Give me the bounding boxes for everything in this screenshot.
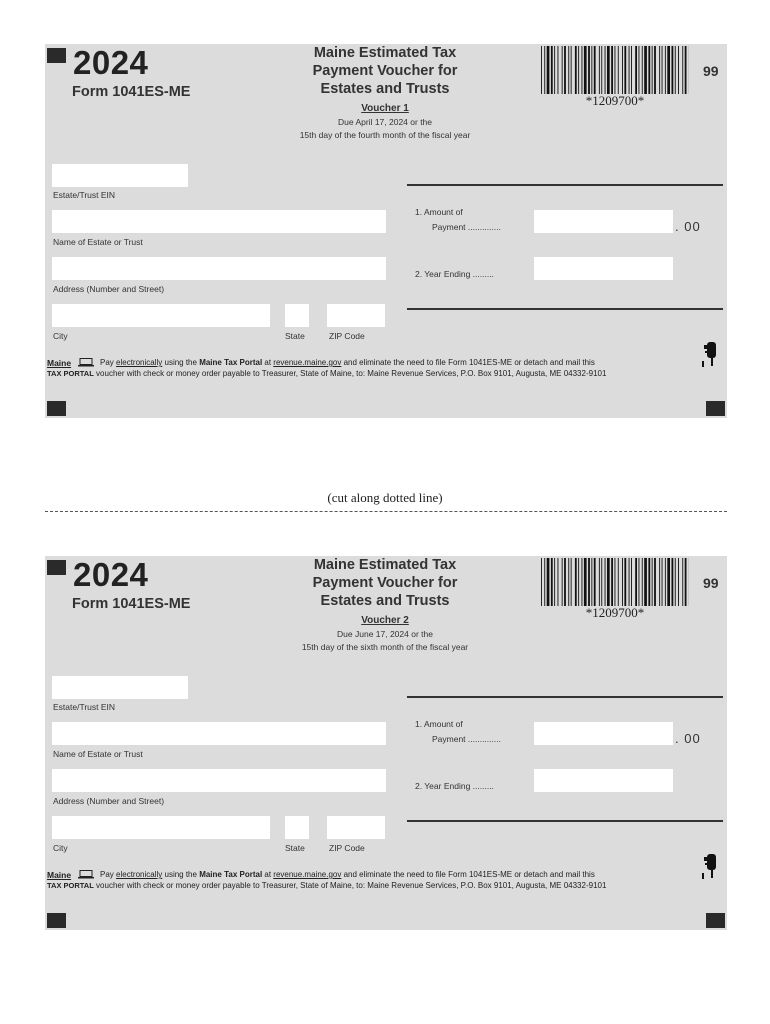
- form-code: 99: [703, 575, 719, 591]
- electronically-link[interactable]: electronically: [116, 358, 163, 367]
- name-field[interactable]: [52, 722, 386, 745]
- form-name: Form 1041ES-ME: [72, 84, 191, 100]
- form-code: 99: [703, 63, 719, 79]
- dotted-cut-line: [45, 511, 727, 512]
- registration-mark: [706, 401, 725, 416]
- payment-notice-line-1: Pay electronically using the Maine Tax Portal at revenue.maine.gov and eliminate the need to file Form 1041ES-ME or detach and mail this: [100, 358, 595, 367]
- signature-rule-bottom: [407, 820, 723, 822]
- form-name: Form 1041ES-ME: [72, 596, 191, 612]
- name-label: Name of Estate or Trust: [53, 237, 143, 247]
- city-label: City: [53, 331, 68, 341]
- address-field[interactable]: [52, 257, 386, 280]
- address-label: Address (Number and Street): [53, 796, 165, 806]
- amount-label: 1. Amount of Payment ..............: [415, 719, 501, 744]
- state-field[interactable]: [285, 816, 309, 839]
- signature-rule-top: [407, 696, 723, 698]
- payment-notice-line-1: Pay electronically using the Maine Tax Portal at revenue.maine.gov and eliminate the need to file Form 1041ES-ME or detach and mail this: [100, 870, 595, 879]
- revenue-maine-gov-link[interactable]: revenue.maine.gov: [273, 358, 342, 367]
- state-label: State: [285, 843, 305, 853]
- voucher-number: Voucher 1: [361, 103, 409, 114]
- city-label: City: [53, 843, 68, 853]
- registration-mark: [47, 913, 66, 928]
- maine-tax-portal-logo: Maine: [47, 870, 72, 880]
- amount-label: 1. Amount of Payment ..............: [415, 207, 501, 232]
- cut-instruction: (cut along dotted line): [327, 490, 443, 505]
- city-field[interactable]: [52, 304, 270, 327]
- registration-mark: [47, 560, 66, 575]
- signature-rule-top: [407, 184, 723, 186]
- ein-field[interactable]: [52, 676, 188, 699]
- voucher-2: [45, 556, 727, 930]
- state-label: State: [285, 331, 305, 341]
- amount-cents: . 00: [675, 731, 701, 746]
- barcode: [541, 46, 689, 94]
- registration-mark: [706, 913, 725, 928]
- registration-mark: [47, 48, 66, 63]
- due-date: Due June 17, 2024 or the 15th day of the sixth month of the fiscal year: [301, 629, 469, 652]
- name-label: Name of Estate or Trust: [53, 749, 143, 759]
- city-field[interactable]: [52, 816, 270, 839]
- laptop-icon: [78, 870, 94, 879]
- barcode-number: *1209700*: [585, 93, 645, 108]
- state-field[interactable]: [285, 304, 309, 327]
- revenue-maine-gov-link[interactable]: revenue.maine.gov: [273, 870, 342, 879]
- year-ending-label: 2. Year Ending .........: [415, 781, 494, 791]
- voucher-number: Voucher 2: [361, 615, 409, 626]
- laptop-icon: [78, 358, 94, 367]
- ein-label: Estate/Trust EIN: [53, 702, 116, 712]
- zip-label: ZIP Code: [329, 843, 365, 853]
- amount-field[interactable]: [534, 210, 673, 233]
- voucher-title: Maine Estimated Tax Payment Voucher for Estates and Trusts: [312, 45, 458, 97]
- barcode-number: *1209700*: [585, 605, 645, 620]
- maine-tax-portal-logo: Maine: [47, 358, 72, 368]
- name-field[interactable]: [52, 210, 386, 233]
- amount-cents: . 00: [675, 219, 701, 234]
- voucher-1: [45, 44, 727, 418]
- address-field[interactable]: [52, 769, 386, 792]
- zip-field[interactable]: [327, 816, 385, 839]
- due-date: Due April 17, 2024 or the 15th day of the fourth month of the fiscal year: [299, 117, 471, 140]
- zip-label: ZIP Code: [329, 331, 365, 341]
- signature-rule-bottom: [407, 308, 723, 310]
- address-label: Address (Number and Street): [53, 284, 165, 294]
- tax-year: 2024: [73, 556, 149, 593]
- registration-mark: [47, 401, 66, 416]
- year-ending-label: 2. Year Ending .........: [415, 269, 494, 279]
- zip-field[interactable]: [327, 304, 385, 327]
- year-ending-field[interactable]: [534, 257, 673, 280]
- barcode: [541, 558, 689, 606]
- year-ending-field[interactable]: [534, 769, 673, 792]
- ein-label: Estate/Trust EIN: [53, 190, 116, 200]
- payment-notice-line-2: TAX PORTAL voucher with check or money order payable to Treasurer, State of Maine, to: Maine Revenue Services, P.O. Box 9101, Augusta, ME 04332-9101: [47, 881, 607, 890]
- ein-field[interactable]: [52, 164, 188, 187]
- amount-field[interactable]: [534, 722, 673, 745]
- voucher-title: Maine Estimated Tax Payment Voucher for Estates and Trusts: [312, 557, 458, 609]
- payment-notice-line-2: TAX PORTAL voucher with check or money order payable to Treasurer, State of Maine, to: Maine Revenue Services, P.O. Box 9101, Augusta, ME 04332-9101: [47, 369, 607, 378]
- electronically-link[interactable]: electronically: [116, 870, 163, 879]
- tax-year: 2024: [73, 44, 149, 81]
